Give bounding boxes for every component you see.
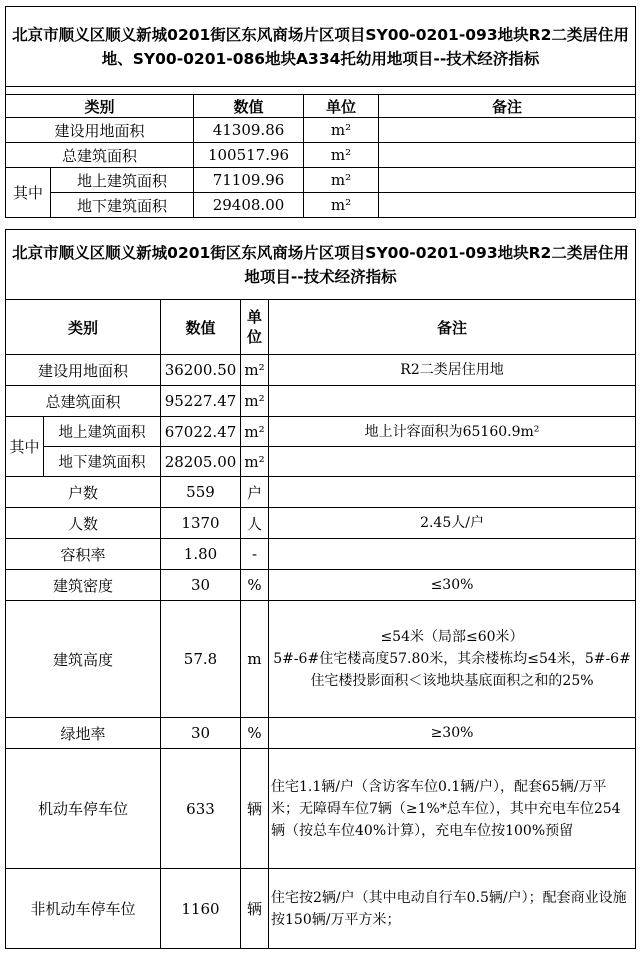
row-value: 633 (161, 749, 241, 869)
table-row (6, 143, 636, 168)
row-value: 29408.00 (194, 193, 304, 218)
spacer-row (6, 87, 636, 95)
row-category: 总建筑面积 (6, 386, 161, 417)
row-value: 67022.47 (161, 417, 241, 447)
table-title: 北京市顺义区顺义新城0201街区东风商场片区项目SY00-0201-093地块R2二类居住用地、SY00-0201-086地块A334托幼用地项目--技术经济指标 (6, 7, 636, 87)
row-category: 人数 (6, 508, 161, 539)
row-unit: 人 (241, 508, 269, 539)
table-row (6, 718, 636, 749)
header-remark: 备注 (379, 95, 636, 118)
header-unit: 单位 (241, 300, 269, 355)
row-remark (379, 193, 636, 218)
table-row (6, 118, 636, 143)
row-remark (269, 386, 636, 417)
row-unit: - (241, 539, 269, 570)
row-remark: ≤30% (269, 570, 636, 601)
row-unit: m² (241, 447, 269, 477)
row-value: 36200.50 (161, 355, 241, 386)
group-label: 其中 (6, 417, 44, 477)
height-limit-note: ≤54米（局部≤60米） (380, 629, 524, 645)
table-row (6, 168, 636, 193)
row-remark: 地上计容面积为65160.9m² (269, 417, 636, 447)
row-remark: 住宅1.1辆/户（含访客车位0.1辆/户），配套65辆/万平米；无障碍车位7辆（≥1%*总车位），其中充电车位254辆（按总车位40%计算），充电车位按100%预留 (269, 749, 636, 869)
summary-table-combined (5, 6, 636, 218)
row-category: 容积率 (6, 539, 161, 570)
table-title: 北京市顺义区顺义新城0201街区东风商场片区项目SY00-0201-093地块R2二类居住用地项目--技术经济指标 (6, 230, 636, 300)
table-row (6, 417, 636, 447)
table-row (6, 869, 636, 949)
row-category: 地下建筑面积 (44, 447, 161, 477)
row-remark (269, 539, 636, 570)
row-category: 非机动车停车位 (6, 869, 161, 949)
row-unit: 辆 (241, 869, 269, 949)
row-remark (269, 477, 636, 508)
row-category: 户数 (6, 477, 161, 508)
row-value: 30 (161, 718, 241, 749)
table-row (6, 601, 636, 718)
header-category: 类别 (6, 300, 161, 355)
row-category: 建筑密度 (6, 570, 161, 601)
table-row (6, 570, 636, 601)
row-remark: 2.45人/户 (269, 508, 636, 539)
header-value: 数值 (161, 300, 241, 355)
row-unit: 辆 (241, 749, 269, 869)
header-remark: 备注 (269, 300, 636, 355)
row-remark: 住宅按2辆/户（其中电动自行车0.5辆/户）；配套商业设施按150辆/万平方米； (269, 869, 636, 949)
row-category: 建设用地面积 (6, 118, 194, 143)
row-remark: ≥30% (269, 718, 636, 749)
table-row (6, 193, 636, 218)
row-value: 95227.47 (161, 386, 241, 417)
row-category: 建筑高度 (6, 601, 161, 718)
row-category: 建设用地面积 (6, 355, 161, 386)
row-category: 绿地率 (6, 718, 161, 749)
row-category: 地上建筑面积 (44, 417, 161, 447)
row-remark (379, 168, 636, 193)
row-unit: m² (304, 168, 379, 193)
row-category: 地上建筑面积 (51, 168, 194, 193)
row-category: 总建筑面积 (6, 143, 194, 168)
row-remark (379, 143, 636, 168)
row-remark: R2二类居住用地 (269, 355, 636, 386)
header-unit: 单位 (304, 95, 379, 118)
table-row (6, 477, 636, 508)
row-value: 1160 (161, 869, 241, 949)
row-unit: m² (241, 417, 269, 447)
row-value: 30 (161, 570, 241, 601)
row-remark (269, 447, 636, 477)
row-unit: % (241, 570, 269, 601)
row-unit: 户 (241, 477, 269, 508)
table-row (6, 539, 636, 570)
row-value: 57.8 (161, 601, 241, 718)
row-unit: m² (304, 118, 379, 143)
row-value: 71109.96 (194, 168, 304, 193)
row-value: 100517.96 (194, 143, 304, 168)
row-unit: m (241, 601, 269, 718)
table-row (6, 508, 636, 539)
row-unit: m² (241, 386, 269, 417)
header-value: 数值 (194, 95, 304, 118)
row-unit: m² (304, 193, 379, 218)
row-unit: % (241, 718, 269, 749)
table-row (6, 749, 636, 869)
header-category: 类别 (6, 95, 194, 118)
table-row (6, 447, 636, 477)
group-label: 其中 (6, 168, 51, 218)
row-value: 1.80 (161, 539, 241, 570)
row-unit: m² (241, 355, 269, 386)
row-unit: m² (304, 143, 379, 168)
row-remark (379, 118, 636, 143)
row-remark (269, 601, 636, 718)
row-value: 28205.00 (161, 447, 241, 477)
row-value: 41309.86 (194, 118, 304, 143)
summary-table-residential (5, 229, 636, 949)
row-category: 地下建筑面积 (51, 193, 194, 218)
row-value: 1370 (161, 508, 241, 539)
row-category: 机动车停车位 (6, 749, 161, 869)
height-detail-note: 5#-6#住宅楼高度57.80米，其余楼栋均≤54米，5#-6#住宅楼投影面积＜该地块基底面积之和的25% (273, 651, 631, 689)
row-value: 559 (161, 477, 241, 508)
table-row (6, 355, 636, 386)
table-row (6, 386, 636, 417)
